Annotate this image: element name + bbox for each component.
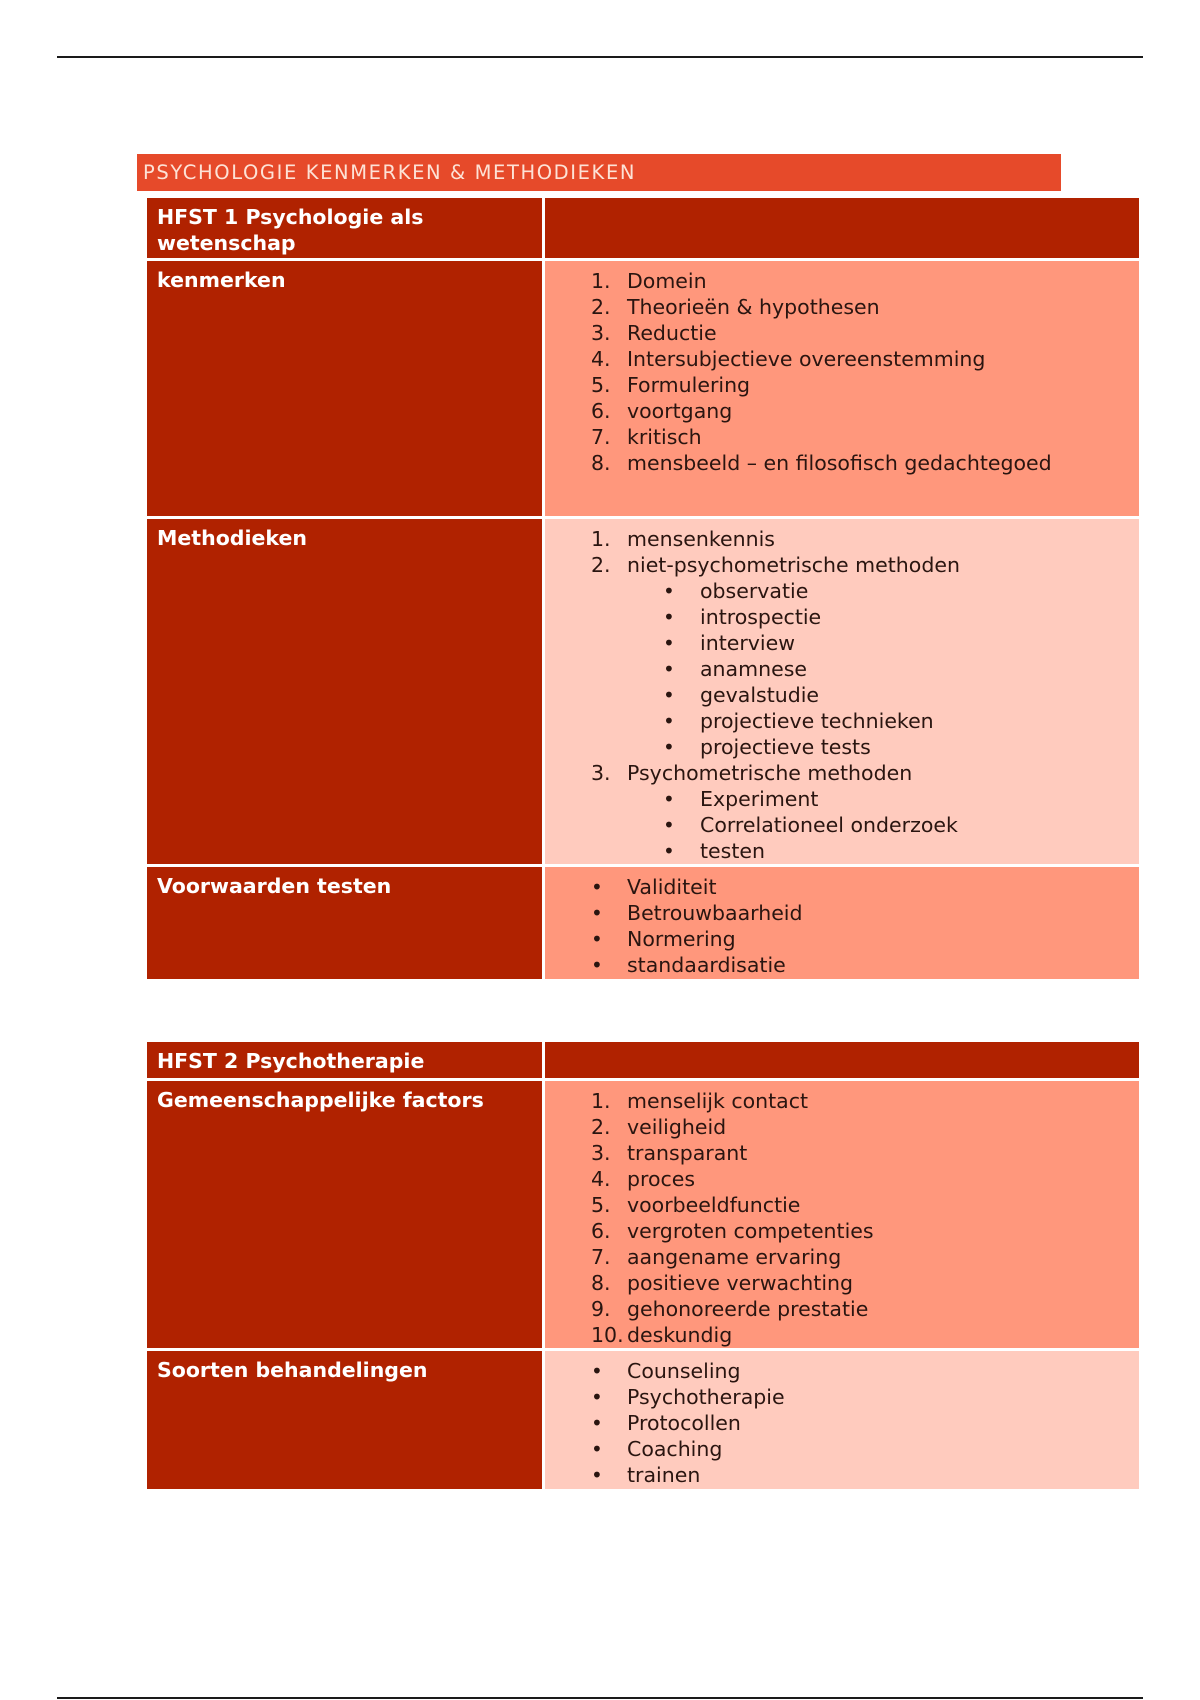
list-item: 9. gehonoreerde prestatie [591,1297,869,1321]
list-item: 3. transparant [591,1141,748,1165]
chapter1-header: HFST 1 Psychologie als wetenschap [147,198,542,258]
list-item: 5. voorbeeldfunctie [591,1193,801,1217]
chapter1-table [144,195,1142,982]
list-item: 7. aangename ervaring [591,1245,842,1269]
sub-list-item: • anamnese [627,656,1139,682]
list-item: • Coaching [545,1436,1139,1462]
list-item: • Validiteit [545,874,1139,900]
list-item: 7. kritisch [591,425,702,449]
list-item: • Protocollen [545,1410,1139,1436]
list-item: 1. mensenkennis [591,527,775,551]
sub-list [627,578,1139,760]
list-item: 2. Theorieën & hypothesen [591,295,880,319]
sub-list-item: • Correlationeel onderzoek [627,812,1139,838]
sub-list-item: • introspectie [627,604,1139,630]
list-item: • Normering [545,926,1139,952]
methodieken-cell [545,519,1139,864]
list-item: 2. niet-psychometrische methoden • observatie • introspectie • interview • anamnese • gevalstudie • projectieve technieken • projectieve tests [545,552,1139,760]
voorwaarden-label: Voorwaarden testen [147,867,542,979]
list-item: 8. mensbeeld – en filosofisch gedachtegoed [591,451,1052,475]
list-item: 6. vergroten competenties [591,1219,874,1243]
chapter1-header-right [545,198,1139,258]
factors-list [545,1081,1139,1348]
list-item: 5. Formulering [591,373,751,397]
list-item: • standaardisatie [545,952,1139,978]
list-item: 3. Reductie [591,321,717,345]
chapter2-header: HFST 2 Psychotherapie [147,1042,542,1078]
voorwaarden-list [545,867,1139,978]
methodieken-list [545,519,1139,864]
chapter2-table [144,1039,1142,1492]
footer-rule [57,1697,1143,1699]
sub-list [627,786,1139,864]
list-item: 1. menselijk contact [591,1089,809,1113]
factors-cell [545,1081,1139,1348]
kenmerken-label: kenmerken [147,261,542,516]
sub-list-item: • interview [627,630,1139,656]
list-item: 6. voortgang [591,399,733,423]
sub-list-item: • testen [627,838,1139,864]
list-item: 10. deskundig [591,1323,733,1347]
list-item: • Betrouwbaarheid [545,900,1139,926]
sub-list-item: • projectieve technieken [627,708,1139,734]
sub-list-item: • observatie [627,578,1139,604]
sub-list-item: • projectieve tests [627,734,1139,760]
factors-label: Gemeenschappelijke factors [147,1081,542,1348]
header-rule [57,56,1143,58]
list-item: 1. Domein [591,269,707,293]
chapter2-header-right [545,1042,1139,1078]
list-item: 2. veiligheid [591,1115,727,1139]
list-item: 4. Intersubjectieve overeenstemming [591,347,986,371]
list-item: 3. Psychometrische methoden • Experiment • Correlationeel onderzoek • testen [545,760,1139,864]
kenmerken-list [545,261,1139,476]
document-title: PSYCHOLOGIE KENMERKEN & METHODIEKEN [137,154,1061,191]
list-item: 8. positieve verwachting [591,1271,854,1295]
behandelingen-label: Soorten behandelingen [147,1351,542,1489]
sub-list-item: • Experiment [627,786,1139,812]
sub-list-item: • gevalstudie [627,682,1139,708]
voorwaarden-cell [545,867,1139,979]
list-item: • Psychotherapie [545,1384,1139,1410]
list-item: • Counseling [545,1358,1139,1384]
methodieken-label: Methodieken [147,519,542,864]
list-item: • trainen [545,1462,1139,1488]
kenmerken-cell [545,261,1139,516]
list-item: 4. proces [591,1167,696,1191]
behandelingen-cell [545,1351,1139,1489]
behandelingen-list [545,1351,1139,1488]
